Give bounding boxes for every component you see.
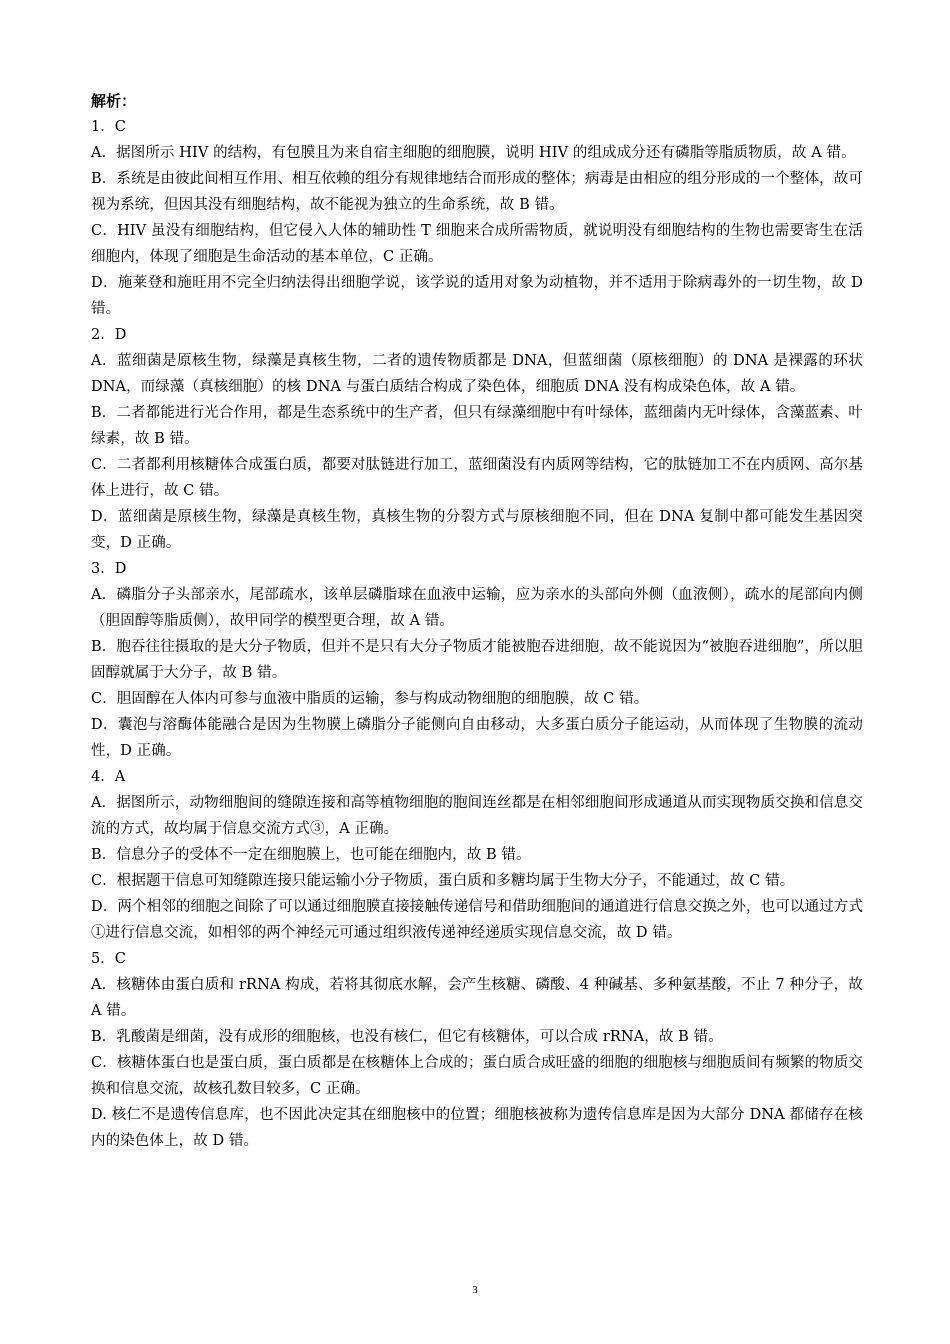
option-analysis: A．据图所示，动物细胞间的缝隙连接和高等植物细胞的胞间连丝都是在相邻细胞间形成通道从而实现物质交换和信息交流的方式，故均属于信息交流方式③，A 正确。	[91, 795, 863, 837]
option-analysis: C．根据题干信息可知缝隙连接只能运输小分子物质，蛋白质和多糖均属于生物大分子，不能通过，故 C 错。	[91, 873, 795, 889]
option-analysis: A．磷脂分子头部亲水，尾部疏水，该单层磷脂球在血液中运输，应为亲水的头部向外侧（血液侧），疏水的尾部向内侧（胆固醇等脂质侧），故甲同学的模型更合理，故 A 错。	[91, 587, 863, 629]
question-block	[91, 114, 863, 322]
option-analysis: C．胆固醇在人体内可参与血液中脂质的运输，参与构成动物细胞的细胞膜，故 C 错。	[91, 691, 649, 707]
question-number: 2．D	[91, 327, 127, 343]
option-analysis: D．囊泡与溶酶体能融合是因为生物膜上磷脂分子能侧向自由移动，大多蛋白质分子能运动，从而体现了生物膜的流动性，D 正确。	[91, 717, 863, 759]
question-number: 5．C	[91, 951, 126, 967]
option-analysis: B．系统是由彼此间相互作用、相互依赖的组分有规律地结合而形成的整体；病毒是由相应的组分形成的一个整体，故可视为系统，但因其没有细胞结构，故不能视为独立的生命系统，故 B 错。	[91, 171, 863, 213]
option-analysis: B．乳酸菌是细菌，没有成形的细胞核，也没有核仁，但它有核糖体，可以合成 rRNA，故 B 错。	[91, 1029, 723, 1045]
analysis-content	[91, 88, 863, 1154]
option-analysis: A．核糖体由蛋白质和 rRNA 构成，若将其彻底水解，会产生核糖、磷酸、4 种碱基、多种氨基酸，不止 7 种分子，故 A 错。	[91, 977, 863, 1019]
analysis-heading: 解析：	[91, 92, 137, 110]
question-number: 4．A	[91, 769, 126, 785]
option-analysis: D．两个相邻的细胞之间除了可以通过细胞膜直接接触传递信号和借助细胞间的通道进行信息交换之外，也可以通过方式①进行信息交流，如相邻的两个神经元可通过组织液传递神经递质实现信息交流，故 D 错。	[91, 899, 863, 941]
option-analysis: D．施莱登和施旺用不完全归纳法得出细胞学说，该学说的适用对象为动植物，并不适用于除病毒外的一切生物，故 D 错。	[91, 275, 863, 317]
option-analysis: C．核糖体蛋白也是蛋白质，蛋白质都是在核糖体上合成的；蛋白质合成旺盛的细胞的细胞核与细胞质间有频繁的物质交换和信息交流，故核孔数目较多，C 正确。	[91, 1055, 863, 1097]
option-analysis: C．二者都利用核糖体合成蛋白质，都要对肽链进行加工，蓝细菌没有内质网等结构，它的肽链加工不在内质网、高尔基体上进行，故 C 错。	[91, 457, 863, 499]
option-analysis: B．二者都能进行光合作用，都是生态系统中的生产者，但只有绿藻细胞中有叶绿体，蓝细菌内无叶绿体，含藻蓝素、叶绿素，故 B 错。	[91, 405, 863, 447]
question-block	[91, 764, 863, 946]
option-analysis: B．信息分子的受体不一定在细胞膜上，也可能在细胞内，故 B 错。	[91, 847, 531, 863]
option-analysis: A．据图所示 HIV 的结构，有包膜且为来自宿主细胞的细胞膜，说明 HIV 的组成成分还有磷脂等脂质物质，故 A 错。	[91, 145, 856, 161]
question-block	[91, 946, 863, 1154]
page-number: 3	[472, 1284, 478, 1296]
option-analysis: A．蓝细菌是原核生物，绿藻是真核生物，二者的遗传物质都是 DNA，但蓝细菌（原核细胞）的 DNA 是裸露的环状 DNA，而绿藻（真核细胞）的核 DNA 与蛋白质结合构成了染色体，细胞质 DNA 没有构成染色体，故 A 错。	[91, 353, 863, 395]
question-number: 1．C	[91, 119, 126, 135]
option-analysis: B．胞吞往往摄取的是大分子物质，但并不是只有大分子物质才能被胞吞进细胞，故不能说因为“被胞吞进细胞”，所以胆固醇就属于大分子，故 B 错。	[91, 639, 863, 681]
option-analysis: D．蓝细菌是原核生物，绿藻是真核生物，真核生物的分裂方式与原核细胞不同，但在 DNA 复制中都可能发生基因突变，D 正确。	[91, 509, 863, 551]
question-block	[91, 556, 863, 764]
option-analysis: C．HIV 虽没有细胞结构，但它侵入人体的辅助性 T 细胞来合成所需物质，就说明没有细胞结构的生物也需要寄生在活细胞内，体现了细胞是生命活动的基本单位，C 正确。	[91, 223, 863, 265]
option-analysis: D. 核仁不是遗传信息库，也不因此决定其在细胞核中的位置；细胞核被称为遗传信息库是因为大部分 DNA 都储存在核内的染色体上，故 D 错。	[91, 1107, 863, 1149]
question-block	[91, 322, 863, 556]
question-number: 3．D	[91, 561, 127, 577]
